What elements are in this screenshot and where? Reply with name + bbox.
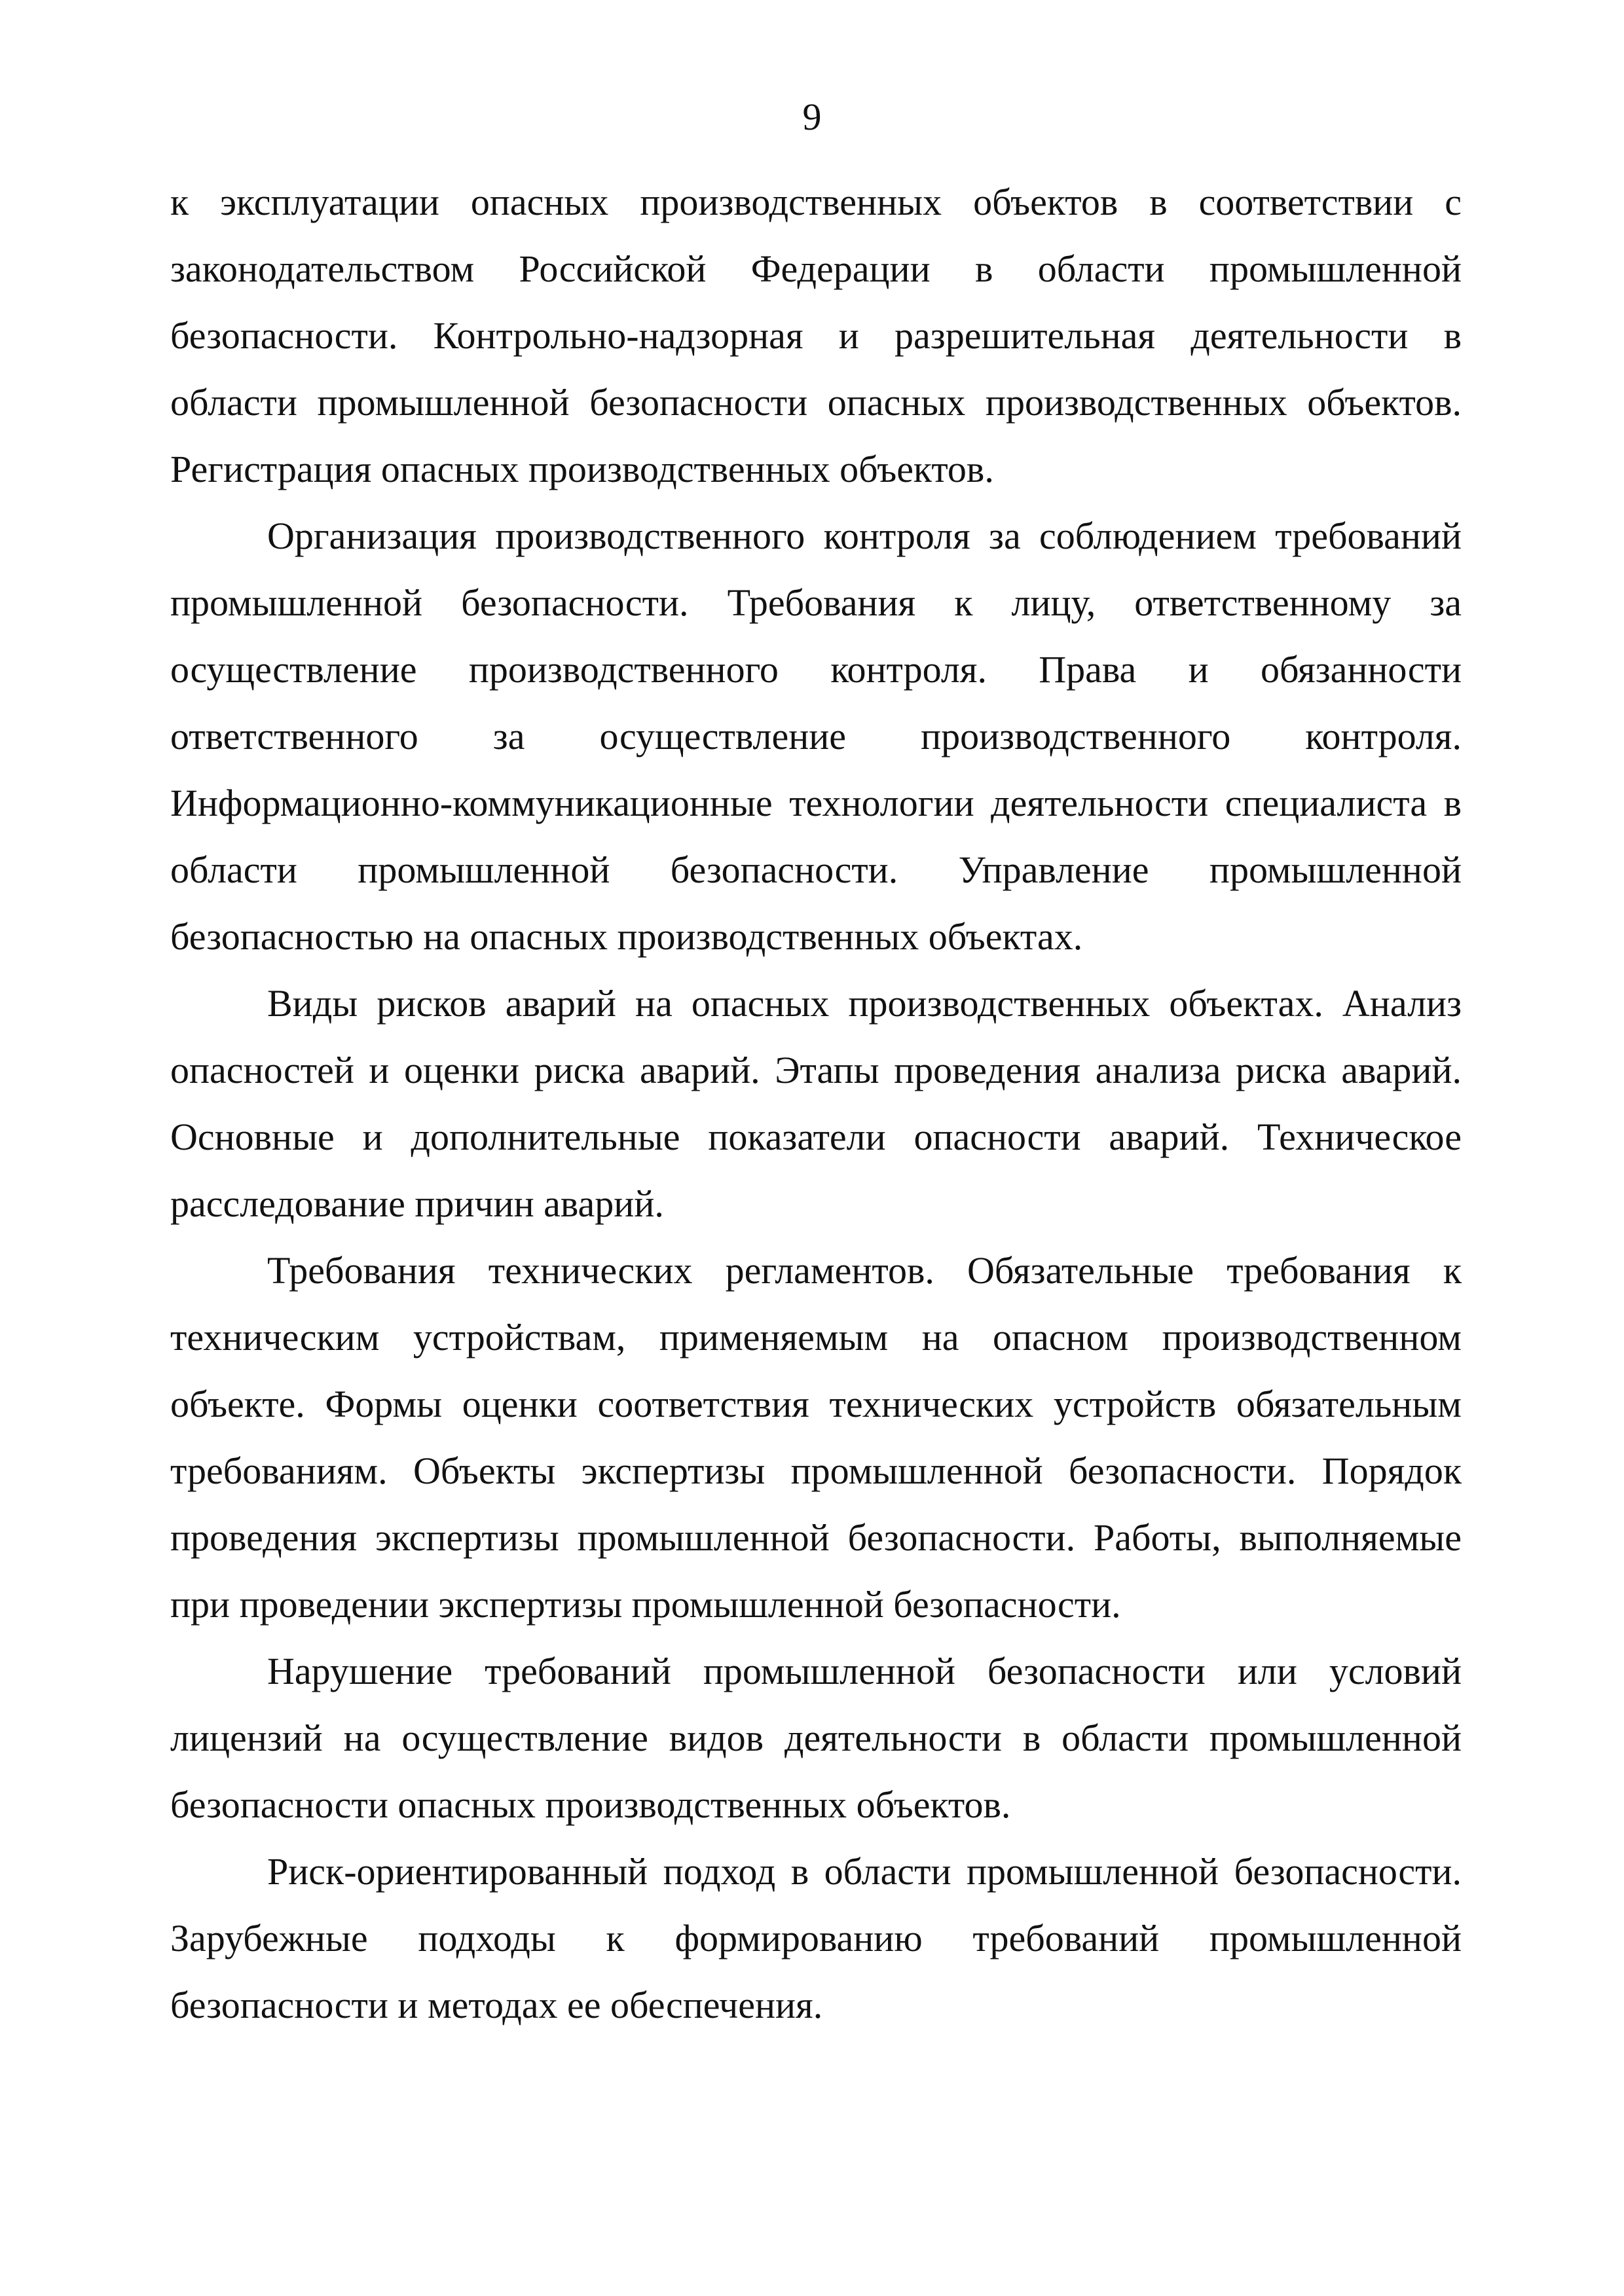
paragraph-violations: Нарушение требований промышленной безопасности или условий лицензий на осуществление видов деятельности в области промышленной безопасности опасных производственных объектов. bbox=[170, 1650, 1462, 1826]
document-body bbox=[170, 169, 1462, 2039]
paragraph-accident-risks: Виды рисков аварий на опасных производственных объектах. Анализ опасностей и оценки риска аварий. Этапы проведения анализа риска аварий. Основные и дополнительные показатели опасности аварий. Техническое расследование причин аварий. bbox=[170, 982, 1462, 1225]
paragraph-production-control: Организация производственного контроля за соблюдением требований промышленной безопасности. Требования к лицу, ответственному за осуществление производственного контроля. Права и обязанности ответственного за осуществление производственного контроля. Информационно-коммуникационные технологии деятельности специалиста в области промышленной безопасности. Управление промышленной безопасностью на опасных производственных объектах. bbox=[170, 515, 1462, 958]
paragraph-continuation: к эксплуатации опасных производственных объектов в соответствии с законодательством Российской Федерации в области промышленной безопасности. Контрольно-надзорная и разрешительная деятельности в области промышленной безопасности опасных производственных объектов. Регистрация опасных производственных объектов. bbox=[170, 181, 1462, 490]
page-number: 9 bbox=[802, 96, 822, 138]
paragraph-technical-regulations: Требования технических регламентов. Обязательные требования к техническим устройствам, применяемым на опасном производственном объекте. Формы оценки соответствия технических устройств обязательным требованиям. Объекты экспертизы промышленной безопасности. Порядок проведения экспертизы промышленной безопасности. Работы, выполняемые при проведении экспертизы промышленной безопасности. bbox=[170, 1249, 1462, 1626]
paragraph-risk-oriented-approach: Риск-ориентированный подход в области промышленной безопасности. Зарубежные подходы к формированию требований промышленной безопасности и методах ее обеспечения. bbox=[170, 1850, 1462, 2026]
